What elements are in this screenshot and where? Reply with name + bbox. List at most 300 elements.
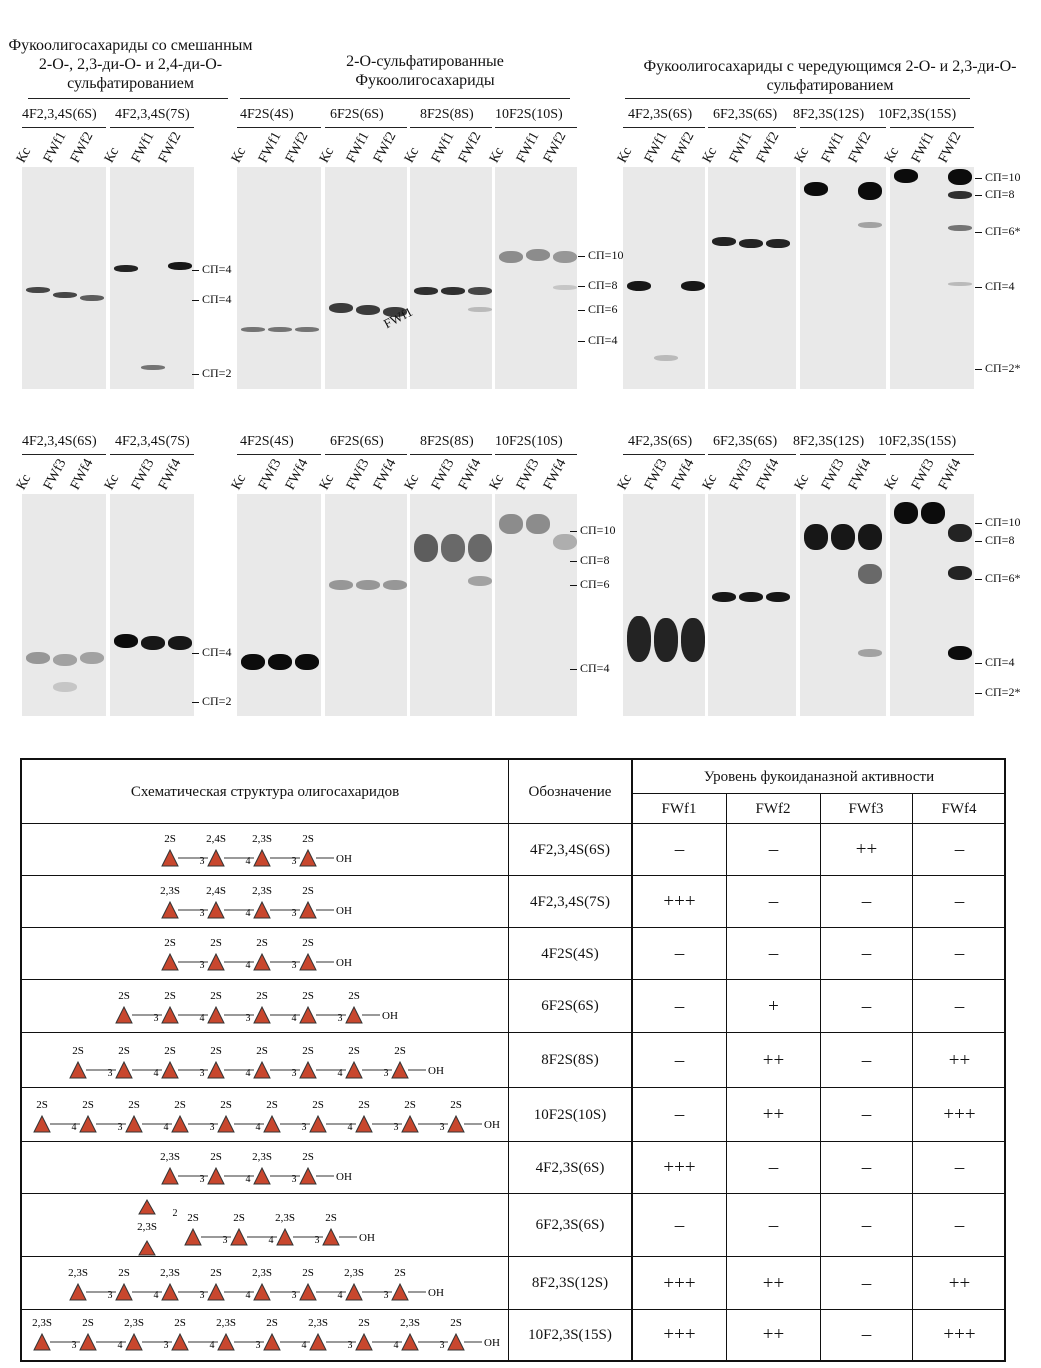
- sulfate-label: 2,3S: [400, 1317, 420, 1329]
- lane-label: Кс: [699, 145, 721, 166]
- fucose-triangle-icon: [162, 1284, 178, 1300]
- linkage-label: 3: [255, 1340, 261, 1351]
- gel-band: [553, 251, 577, 263]
- gel-band: [804, 182, 828, 196]
- sulfate-label: 2S: [82, 1317, 94, 1329]
- gel-image: [237, 167, 321, 389]
- gel-band: [499, 251, 523, 263]
- sulfate-label: 2S: [174, 1317, 186, 1329]
- sulfate-label: 2S: [348, 1045, 360, 1057]
- gel-band: [80, 295, 104, 301]
- gel-image: [623, 167, 705, 389]
- lane-label: FWf1: [343, 129, 373, 166]
- activity-cell: –: [861, 1049, 872, 1071]
- gel-band: [894, 502, 918, 524]
- activity-cell: –: [861, 995, 872, 1017]
- sulfate-label: 2S: [302, 1151, 314, 1163]
- gel-title-underline: [800, 454, 886, 455]
- gel-image: [237, 494, 321, 716]
- lane-label: FWf3: [343, 456, 373, 493]
- sulfate-label: 2S: [312, 1099, 324, 1111]
- fucose-triangle-icon: [80, 1116, 96, 1132]
- lane-label: Кс: [316, 472, 338, 493]
- designation-cell: 10F2S(10S): [533, 1106, 607, 1123]
- heading-2o-sulfated: 2-О-сульфатированные Фукоолигосахариды: [346, 53, 504, 89]
- gel-band: [831, 524, 855, 550]
- dp-label: СП=4: [985, 279, 1015, 293]
- fucose-triangle-icon: [185, 1229, 201, 1245]
- sulfate-label: 2,3S: [216, 1317, 236, 1329]
- dp-label: СП=10: [985, 515, 1021, 529]
- gel-band: [739, 239, 763, 248]
- dp-marker: [578, 333, 617, 348]
- header-enzyme: FWf1: [661, 800, 697, 817]
- gel-title-underline: [495, 454, 577, 455]
- oligosaccharide-chain: [158, 824, 372, 876]
- lane-label: FWf2: [155, 129, 185, 166]
- lane-label: FWf2: [668, 129, 698, 166]
- dp-tick: [578, 256, 585, 257]
- gel-title: 6F2S(6S): [330, 434, 384, 449]
- lane-label: FWf3: [255, 456, 285, 493]
- header-enzyme: FWf4: [941, 800, 977, 817]
- gel-band: [241, 654, 265, 670]
- gel-band: [858, 222, 882, 228]
- gel-band: [53, 654, 77, 666]
- heading-underline: [625, 98, 970, 99]
- linkage-label: 4: [153, 1290, 159, 1301]
- gel-image: [22, 494, 106, 716]
- activity-cell: –: [861, 891, 872, 912]
- oligosaccharide-chain: [158, 876, 372, 928]
- activity-cell: –: [674, 995, 685, 1017]
- gel-band: [329, 580, 353, 590]
- gel-title-underline: [890, 127, 974, 128]
- sulfate-label: 2,3S: [160, 1267, 180, 1279]
- gel-band: [441, 287, 465, 295]
- linkage-label: 3: [199, 1174, 205, 1185]
- lane-label: FWf4: [668, 456, 698, 493]
- lane-label: Кс: [881, 145, 903, 166]
- activity-cell: ++: [762, 1272, 785, 1294]
- gel-title: 8F2S(8S): [420, 107, 474, 122]
- lane-label: FWf1: [908, 129, 938, 166]
- dp-tick: [192, 702, 199, 703]
- lane-label: Кс: [228, 472, 250, 493]
- gel-band: [948, 566, 972, 580]
- lane-label: Кс: [614, 145, 636, 166]
- gel-image: [22, 167, 106, 389]
- gel-band: [712, 592, 736, 602]
- linkage-label: 4: [71, 1122, 77, 1133]
- designation-cell: 10F2,3S(15S): [528, 1326, 612, 1343]
- fucose-triangle-icon: [34, 1334, 50, 1350]
- lane-label: Кс: [699, 472, 721, 493]
- gel-band: [468, 576, 492, 586]
- gel-band: [168, 636, 192, 650]
- lane-label: FWf4: [845, 456, 875, 493]
- activity-cell: +++: [943, 1104, 976, 1125]
- fucose-triangle-icon: [300, 1284, 316, 1300]
- linkage-label: 3: [383, 1290, 389, 1301]
- fucose-triangle-icon: [70, 1284, 86, 1300]
- dp-tick: [570, 531, 577, 532]
- gel-title-underline: [410, 127, 492, 128]
- lane-label: Кс: [881, 472, 903, 493]
- dp-label: СП=8: [588, 278, 618, 292]
- oligosaccharide-chain: [158, 1142, 372, 1194]
- gel-title-underline: [110, 454, 194, 455]
- dp-tick: [975, 287, 982, 288]
- lane-label: Кс: [13, 472, 35, 493]
- dp-marker: [192, 694, 231, 709]
- sulfate-label: 2S: [302, 885, 314, 897]
- fucose-triangle-icon: [310, 1334, 326, 1350]
- dp-marker: [192, 262, 231, 277]
- gel-band: [948, 225, 972, 231]
- gel-band: [268, 654, 292, 670]
- lane-label: Кс: [486, 472, 508, 493]
- activity-cell: –: [954, 943, 965, 964]
- fucose-triangle-icon: [392, 1062, 408, 1078]
- dp-label: СП=4: [580, 661, 610, 675]
- lane-label: FWf2: [845, 129, 875, 166]
- lane-label: FWf3: [128, 456, 158, 493]
- dp-label: СП=8: [985, 533, 1015, 547]
- fucose-triangle-icon: [254, 1168, 270, 1184]
- dp-label: СП=8: [580, 553, 610, 567]
- activity-cell: +++: [663, 1157, 696, 1178]
- sulfate-label: 2S: [302, 1045, 314, 1057]
- heading-underline: [240, 98, 570, 99]
- sulfate-label: 2,3S: [275, 1212, 295, 1224]
- fucose-triangle-icon: [116, 1007, 132, 1023]
- activity-cell: –: [768, 943, 779, 964]
- lane-label: FWf1: [641, 129, 671, 166]
- gel-title: 4F2S(4S): [240, 107, 294, 122]
- sulfate-label: 2S: [325, 1212, 337, 1224]
- linkage-label: 3: [107, 1068, 113, 1079]
- dp-marker: [975, 685, 1020, 700]
- gel-band: [26, 652, 50, 664]
- sulfate-label: 2S: [210, 1267, 222, 1279]
- activity-cell: –: [954, 1214, 965, 1236]
- activity-cell: –: [768, 1214, 779, 1236]
- fucose-triangle-icon: [162, 1168, 178, 1184]
- structure-schematic: [112, 980, 418, 1033]
- fucose-triangle-icon: [218, 1116, 234, 1132]
- dp-marker: [192, 645, 231, 660]
- dp-tick: [578, 310, 585, 311]
- lane-label: FWf1: [40, 129, 70, 166]
- gel-image: [495, 494, 577, 716]
- activity-cell: +++: [943, 1324, 976, 1345]
- fucose-triangle-icon: [172, 1116, 188, 1132]
- gel-image: [623, 494, 705, 716]
- lane-label: FWf1: [726, 129, 756, 166]
- fucose-triangle-icon: [254, 1284, 270, 1300]
- fucose-triangle-icon: [448, 1116, 464, 1132]
- structure-schematic: [158, 876, 372, 928]
- linkage-label: 3: [393, 1122, 399, 1133]
- oligosaccharide-chain: [66, 1257, 464, 1310]
- dp-tick: [975, 369, 982, 370]
- fucose-triangle-icon: [162, 850, 178, 866]
- linkage-label: 3: [439, 1122, 445, 1133]
- dp-label: СП=4: [588, 333, 618, 347]
- activity-cell: –: [861, 943, 872, 964]
- sulfate-label: 2S: [164, 833, 176, 845]
- dp-tick: [570, 585, 577, 586]
- gel-image: [410, 167, 492, 389]
- fucose-triangle-icon: [402, 1334, 418, 1350]
- linkage-label: 3: [347, 1340, 353, 1351]
- gel-band: [356, 305, 380, 315]
- linkage-label: 4: [209, 1340, 215, 1351]
- gel-band: [627, 616, 651, 662]
- dp-label: СП=4: [985, 655, 1015, 669]
- lane-label: FWf2: [455, 129, 485, 166]
- lane-label: FWf2: [67, 129, 97, 166]
- linkage-label: 4: [245, 908, 251, 919]
- dp-tick: [570, 561, 577, 562]
- dp-marker: [578, 302, 617, 317]
- gel-band: [26, 287, 50, 293]
- sulfate-label: 2S: [72, 1045, 84, 1057]
- lane-label: Кс: [486, 145, 508, 166]
- gel-title-underline: [623, 127, 705, 128]
- fucose-triangle-icon: [264, 1334, 280, 1350]
- linkage-label: 3: [117, 1122, 123, 1133]
- gel-band: [627, 281, 651, 291]
- structure-schematic: [66, 1257, 464, 1310]
- gel-band: [295, 654, 319, 670]
- activity-cell: –: [674, 1214, 685, 1236]
- linkage-label: 3: [71, 1340, 77, 1351]
- sulfate-label: 2S: [164, 1045, 176, 1057]
- dp-tick: [578, 341, 585, 342]
- fucose-triangle-icon: [448, 1334, 464, 1350]
- lane-label: Кс: [791, 145, 813, 166]
- gel-band: [241, 327, 265, 332]
- gel-title: 6F2,3S(6S): [713, 107, 778, 122]
- activity-cell: –: [954, 1157, 965, 1178]
- dp-marker: [975, 515, 1020, 530]
- dp-tick: [975, 693, 982, 694]
- gel-band: [329, 303, 353, 313]
- linkage-label: 3: [199, 1068, 205, 1079]
- fucose-triangle-icon: [346, 1007, 362, 1023]
- dp-marker: [975, 533, 1014, 548]
- sulfate-label: 2S: [233, 1212, 245, 1224]
- dp-label: СП=2*: [985, 685, 1021, 699]
- fucose-triangle-icon: [300, 902, 316, 918]
- gel-band: [654, 618, 678, 662]
- sulfate-label: 2,3S: [137, 1221, 157, 1233]
- sulfate-label: 2S: [450, 1099, 462, 1111]
- gel-band: [894, 169, 918, 183]
- lane-label: Кс: [316, 145, 338, 166]
- oligosaccharide-chain: [30, 1088, 520, 1142]
- fucose-triangle-icon: [254, 850, 270, 866]
- gel-title-underline: [410, 454, 492, 455]
- linkage-label: 4: [199, 1013, 205, 1024]
- linkage-label: 4: [245, 960, 251, 971]
- lane-label: Кс: [101, 472, 123, 493]
- activity-cell: –: [954, 995, 965, 1017]
- structure-schematic: [30, 1088, 520, 1142]
- fucose-triangle-icon: [300, 850, 316, 866]
- heading-mixed-sulfation: Фукоолигосахариды со смешанным 2-О-, 2,3-ди-О- и 2,4-ди-О-сульфатированием: [8, 37, 253, 92]
- header-structure: Схематическая структура олигосахаридов: [130, 783, 400, 800]
- designation-cell: 4F2S(4S): [541, 945, 599, 962]
- linkage-label: 4: [337, 1290, 343, 1301]
- gel-title: 6F2,3S(6S): [713, 434, 778, 449]
- fucose-triangle-icon: [162, 1007, 178, 1023]
- gel-title: 10F2S(10S): [495, 107, 563, 122]
- fucose-triangle-icon: [356, 1334, 372, 1350]
- gel-band: [858, 524, 882, 550]
- linkage-label: 4: [245, 1068, 251, 1079]
- lane-label: FWf4: [155, 456, 185, 493]
- linkage-label: 3: [163, 1340, 169, 1351]
- oligosaccharide-chain: [30, 1310, 520, 1360]
- oh-label: OH: [336, 853, 352, 865]
- sulfate-label: 2S: [450, 1317, 462, 1329]
- gel-image: [495, 167, 577, 389]
- sulfate-label: 2S: [118, 1267, 130, 1279]
- sulfate-label: 2,3S: [252, 885, 272, 897]
- lane-label: FWf1: [818, 129, 848, 166]
- dp-marker: [192, 366, 231, 381]
- gel-band: [553, 285, 577, 290]
- sulfate-label: 2S: [164, 937, 176, 949]
- gel-title: 4F2,3S(6S): [628, 107, 693, 122]
- sulfate-label: 2,3S: [252, 833, 272, 845]
- dp-label: СП=4: [202, 292, 232, 306]
- oligosaccharide-chain: [135, 1194, 395, 1257]
- lane-label: Кс: [228, 145, 250, 166]
- sulfate-label: 2,3S: [344, 1267, 364, 1279]
- dp-marker: [975, 224, 1020, 239]
- fucose-triangle-icon: [126, 1116, 142, 1132]
- lane-label: Кс: [791, 472, 813, 493]
- linkage-label: 2: [172, 1208, 178, 1219]
- oh-label: OH: [336, 905, 352, 917]
- dp-label: СП=6: [580, 577, 610, 591]
- gel-title-underline: [237, 454, 321, 455]
- dp-tick: [192, 653, 199, 654]
- activity-cell: –: [768, 1157, 779, 1178]
- dp-tick: [975, 232, 982, 233]
- gel-image: [110, 494, 194, 716]
- gel-band: [948, 282, 972, 286]
- dp-marker: [192, 292, 231, 307]
- activity-cell: ++: [855, 839, 878, 860]
- dp-label: СП=6*: [985, 224, 1021, 238]
- gel-title-underline: [110, 127, 194, 128]
- dp-marker: [570, 553, 609, 568]
- sulfate-label: 2S: [36, 1099, 48, 1111]
- gel-band: [141, 636, 165, 650]
- fucose-triangle-icon: [264, 1116, 280, 1132]
- lane-label: FWf2: [282, 129, 312, 166]
- linkage-label: 4: [255, 1122, 261, 1133]
- gel-title-underline: [623, 454, 705, 455]
- fucose-triangle-icon: [346, 1284, 362, 1300]
- linkage-label: 3: [383, 1068, 389, 1079]
- fucose-triangle-icon: [208, 1062, 224, 1078]
- linkage-label: 3: [199, 856, 205, 867]
- gel-title-underline: [237, 127, 321, 128]
- linkage-label: 3: [291, 1290, 297, 1301]
- lane-label: FWf1: [255, 129, 285, 166]
- gel-title-underline: [325, 454, 407, 455]
- structure-schematic: [158, 1142, 372, 1194]
- oh-label: OH: [484, 1119, 500, 1131]
- gel-title-underline: [325, 127, 407, 128]
- gel-title: 4F2S(4S): [240, 434, 294, 449]
- gel-band: [712, 237, 736, 246]
- sulfate-label: 2,3S: [32, 1317, 52, 1329]
- dp-label: СП=10: [588, 248, 624, 262]
- dp-tick: [975, 663, 982, 664]
- lane-label: FWf2: [540, 129, 570, 166]
- sulfate-label: 2S: [174, 1099, 186, 1111]
- gel-band: [141, 365, 165, 370]
- sulfate-label: 2S: [128, 1099, 140, 1111]
- sulfate-label: 2S: [118, 990, 130, 1002]
- fucose-triangle-icon: [300, 1007, 316, 1023]
- fucose-triangle-icon: [126, 1334, 142, 1350]
- header-enzyme: FWf2: [755, 800, 791, 817]
- designation-cell: 8F2S(8S): [541, 1052, 599, 1068]
- lane-label: FWf1: [428, 129, 458, 166]
- lane-label: Кс: [101, 145, 123, 166]
- sulfate-label: 2S: [302, 1267, 314, 1279]
- fucose-triangle-icon: [323, 1229, 339, 1245]
- fucose-triangle-icon: [300, 954, 316, 970]
- fucose-triangle-icon: [254, 1007, 270, 1023]
- gel-image: [890, 167, 974, 389]
- fucose-triangle-icon: [208, 902, 224, 918]
- gel-title-underline: [708, 454, 796, 455]
- activity-cell: +++: [663, 891, 696, 912]
- fucose-triangle-icon: [162, 1062, 178, 1078]
- sulfate-label: 2S: [404, 1099, 416, 1111]
- lane-label: Кс: [401, 145, 423, 166]
- fucose-triangle-icon: [162, 954, 178, 970]
- fucose-triangle-icon: [116, 1284, 132, 1300]
- dp-marker: [570, 523, 615, 538]
- lane-label: FWf3: [641, 456, 671, 493]
- sulfate-label: 2,4S: [206, 885, 226, 897]
- gel-title-underline: [22, 454, 106, 455]
- gel-band: [948, 646, 972, 660]
- gel-band: [921, 502, 945, 524]
- sulfate-label: 2,3S: [160, 885, 180, 897]
- sulfate-label: 2S: [118, 1045, 130, 1057]
- gel-band: [681, 281, 705, 291]
- fucose-triangle-icon: [208, 850, 224, 866]
- gel-image: [708, 167, 796, 389]
- fucose-triangle-icon: [139, 1241, 155, 1255]
- activity-cell: –: [768, 891, 779, 912]
- sulfate-label: 2S: [358, 1099, 370, 1111]
- designation-cell: 8F2,3S(12S): [531, 1275, 609, 1291]
- dp-marker: [975, 187, 1014, 202]
- lane-label: FWf2: [370, 129, 400, 166]
